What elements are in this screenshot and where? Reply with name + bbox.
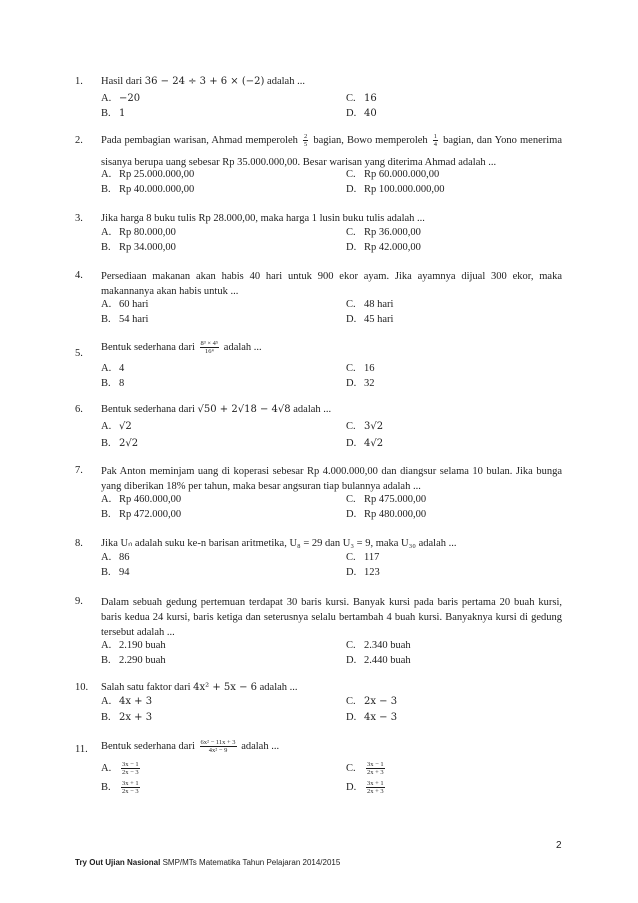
option-c: C. 48 hari	[346, 299, 394, 310]
option-c: C. Rp 36.000,00	[346, 227, 421, 238]
option-a: A. Rp 80.000,00	[101, 227, 176, 238]
option-b: B. 8	[101, 378, 125, 389]
question-number: 1.	[75, 76, 83, 87]
option-d: D. 40	[346, 108, 377, 119]
option-d: D. 45 hari	[346, 314, 394, 325]
option-c: C. 3√2	[346, 421, 384, 432]
question-stem: Bentuk sederhana dari √50 + 2√18 − 4√8 adalah ...	[101, 404, 332, 415]
question-number: 10.	[75, 682, 89, 693]
fraction: $\frac{\text{8³ × 4⁵}}{\text{16⁴}}$	[200, 340, 219, 355]
fraction: $\frac{2}{5}$	[303, 133, 308, 149]
option-a: A. Rp 460.000,00	[101, 494, 182, 505]
option-b: B. 1	[101, 108, 126, 119]
question-number: 11.	[75, 744, 88, 755]
option-d: D. 4√2	[346, 438, 384, 449]
option-c: C. 16	[346, 93, 377, 104]
question-stem: Bentuk sederhana dari $\frac{\text{8³ × 4⁵}}{\text{16⁴}}$ adalah ...	[101, 340, 262, 355]
question-stem: Dalam sebuah gedung pertemuan terdapat 30 baris kursi. Banyak kursi pada baris pertama 20 buah kursi, baris kedua 24 kursi, baris ketiga dan seterusnya selalu bertambah 4 buah kursi. Banyaknya kursi di gedung tersebut adalah ...	[101, 597, 562, 638]
option-c: C. 2.340 buah	[346, 640, 411, 651]
option-d: D. Rp 480.000,00	[346, 509, 427, 520]
fraction: $\frac{3x - 1}{2x + 3}$	[367, 761, 384, 776]
option-a: A. 4x + 3	[101, 696, 153, 707]
option-d: D. Rp 42.000,00	[346, 242, 421, 253]
question-number: 4.	[75, 270, 83, 281]
question-number: 9.	[75, 596, 83, 607]
fraction: $\frac{\text{6x² − 11x + 3}}{\text{4x² − 9}}$	[200, 739, 236, 754]
option-d: D. Rp 100.000.000,00	[346, 184, 445, 195]
question-stem: Bentuk sederhana dari $\frac{\text{6x² − 11x + 3}}{\text{4x² − 9}}$ adalah ...	[101, 739, 280, 754]
option-c: C. 2x − 3	[346, 696, 398, 707]
question-stem: Pada pembagian warisan, Ahmad memperoleh $\frac{2}{5}$ bagian, Bowo memperoleh $\frac{1}{4}$ bagian, dan Yono menerima sisanya berupa uang sebesar Rp 35.000.000,00. Besar warisan yang diterima Ahmad adalah ...	[101, 133, 562, 168]
option-a: A. 60 hari	[101, 299, 149, 310]
footer-bold: Try Out Ujian Nasional	[75, 858, 161, 867]
question-number: 8.	[75, 538, 83, 549]
option-b: B. 2.290 buah	[101, 655, 166, 666]
option-a: A. 86	[101, 552, 130, 563]
fraction: $\frac{1}{4}$	[433, 133, 437, 149]
option-a: A. 2.190 buah	[101, 640, 166, 651]
question-number: 3.	[75, 213, 83, 224]
option-d: D. 32	[346, 378, 375, 389]
option-c: C. $\frac{3x - 1}{2x + 3}$	[346, 761, 384, 776]
option-b: B. Rp 472.000,00	[101, 509, 182, 520]
question-number: 7.	[75, 465, 83, 476]
page-number: 2	[556, 840, 562, 851]
option-c: C. 117	[346, 552, 380, 563]
question-number: 6.	[75, 404, 83, 415]
question-stem: Jika harga 8 buku tulis Rp 28.000,00, maka harga 1 lusin buku tulis adalah ...	[101, 213, 425, 224]
option-c: C. Rp 475.000,00	[346, 494, 427, 505]
fraction: $\frac{3x - 1}{2x - 3}$	[122, 761, 139, 776]
question-number: 2.	[75, 135, 83, 146]
option-b: B. 2√2	[101, 438, 139, 449]
option-b: B. Rp 40.000.000,00	[101, 184, 195, 195]
question-stem: Persediaan makanan akan habis 40 hari untuk 900 ekor ayam. Jika ayamnya dijual 300 ekor, maka makannanya akan habis untuk ...	[101, 271, 562, 297]
fraction: $\frac{3x + 1}{2x + 3}$	[367, 780, 384, 795]
option-a: A. Rp 25.000.000,00	[101, 169, 195, 180]
question-stem: Salah satu faktor dari 4x² + 5x − 6 adalah ...	[101, 682, 298, 693]
option-c: C. 16	[346, 363, 375, 374]
question-number: 5.	[75, 348, 83, 359]
option-b: B. 54 hari	[101, 314, 149, 325]
option-d: D. 2.440 buah	[346, 655, 411, 666]
option-c: C. Rp 60.000.000,00	[346, 169, 440, 180]
question-stem: Jika Uₙ adalah suku ke-n barisan aritmetika, U₈ = 29 dan U₃ = 9, maka U₃₀ adalah ...	[101, 538, 457, 549]
question-stem: Pak Anton meminjam uang di koperasi sebesar Rp 4.000.000,00 dan diangsur selama 10 bulan. Jika bunga yang diberikan 18% per tahun, maka besar angsuran tiap bulannya adalah ...	[101, 466, 562, 492]
option-a: A. 4	[101, 363, 125, 374]
option-d: D. 4x − 3	[346, 712, 398, 723]
question-stem: Hasil dari 36 − 24 ÷ 3 + 6 × (−2) adalah ...	[101, 76, 305, 87]
footer-text: SMP/MTs Matematika Tahun Pelajaran 2014/2015	[160, 858, 341, 867]
option-b: B. 94	[101, 567, 130, 578]
option-a: A. √2	[101, 421, 132, 432]
fraction: $\frac{3x + 1}{2x - 3}$	[122, 780, 139, 795]
option-b: B. $\frac{3x + 1}{2x - 3}$	[101, 780, 139, 795]
option-d: D. $\frac{3x + 1}{2x + 3}$	[346, 780, 384, 795]
option-a: A. $\frac{3x - 1}{2x - 3}$	[101, 761, 139, 776]
option-d: D. 123	[346, 567, 380, 578]
option-a: A. −20	[101, 93, 141, 104]
option-b: B. 2x + 3	[101, 712, 153, 723]
footer	[75, 858, 340, 867]
option-b: B. Rp 34.000,00	[101, 242, 176, 253]
